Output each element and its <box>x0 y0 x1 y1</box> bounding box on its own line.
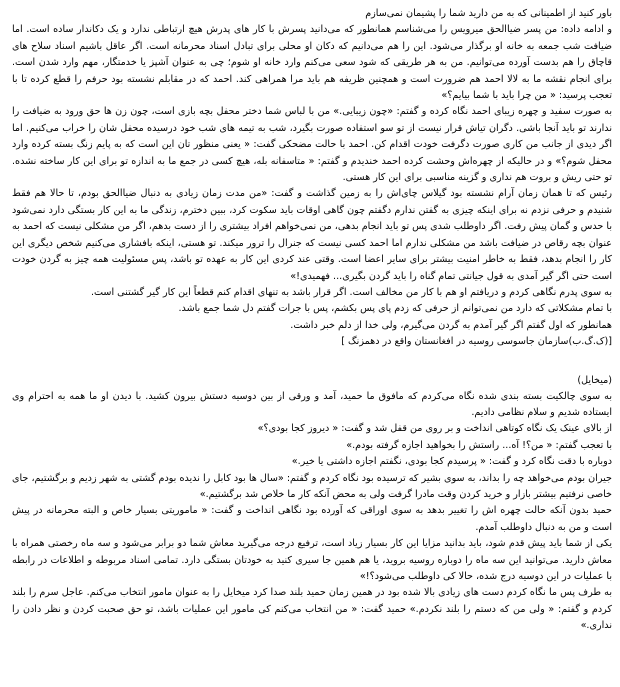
paragraph: به صورت سفید و چهره زیبای احمد نگاه کرده و گفتم: «چون زیبایی.» من با لباس شما دختر محفل بچه بازی است، چون زن ها حق ورود به ضیافت را ندارند تو باید آنجا باشی. دگران تیاش قرار نیست از تو سو استفاده صورت بگیرد، شب به تیمه های شب خود درسیده محفل شان را خراب می‌کنیم. اما اگر دیدی از جانب من کاری صورت دگرفت خودت اقدام کن. احمد با حالت مضحکی گفت: « یعنی منظور تان این است که به پایم زنگ بسته کرده وارد محفل شوم؟» و در حالیکه از چهره‌اش وحشت کرده احمد خندیدم و گفتم: « متاسفانه بله، هیچ کسی در جمع ما به اندازه تو برای این کار ساخته نشده. تو حتی ریش و بروت هم نداری و گزینه مناسبی برای این کار هستی. <box>12 106 612 184</box>
paragraph: به سوی چالکیت بسته بندی شده نگاه می‌کردم که مافوق ما حمید، آمد و ورقی از بین دوسیه دستش بیرون کشید. با دیدن او ما همه به احترام وی ایستاده شدیم و سلام نظامی دادیم. <box>12 390 612 418</box>
paragraph: با تعجب گفتم: « من؟! آه... راستش را بخواهید اجازه گرفته بودم.» <box>346 439 612 451</box>
paragraph: حمید بدون آنکه حالت چهره اش را تغییر بدهد به سوی اوراقی که آورده بود نگاهی انداخت و گفت: « ماموریتی بسیار خاص و البته محرمانه در پیش است و من به دنبال داوطلب آمدم. <box>12 505 612 533</box>
paragraph: جیران بودم می‌خواهد چه را بداند، به سوی بشیر که ترسیده بود نگاه کردم و گفتم: «سال ها بود کابل را ندیده بودم گشتی به شهر زدیم و برگشتیم، جای خاصی نرفتیم بیشتر بازار و خرید کردن وقت مادرا گرفت ولی به محض آنکه کار ما خلاص شد برگشتیم.» <box>12 472 612 500</box>
closing-bracket-line: [(ک.گ.ب)سازمان جاسوسی روسیه در افغانستان واقع در دهمزنگ ] <box>341 336 612 348</box>
paragraph: دوباره با دقت نگاه کرد و گفت: « پرسیدم کجا بودی، نگفتم اجازه داشتی یا خیر.» <box>291 456 612 468</box>
story-section-1 <box>12 6 612 351</box>
paragraph: همانطور که اول گفتم اگر گیر آمدم به گردن می‌گیرم، ولی خدا از دلم خبر داشت. <box>290 319 612 331</box>
story-section-2 <box>12 389 612 635</box>
paragraph: به سوی پدرم نگاهی کردم و دریافتم او هم با کار من مخالف است. اگر قرار باشد به تنهای اقدام کنم قطعاً این کار گیر گشتنی است. <box>90 286 612 298</box>
paragraph: باور کنید از اطمینانی که به من دارید شما را پشیمان نمی‌سازم <box>365 8 612 19</box>
paragraph: از بالای عینک یک نگاه کوتاهی انداخت و بر روی من قفل شد و گفت: « دیروز کجا بودی؟» <box>257 423 612 435</box>
paragraph: رئیس که تا همان زمان آرام نشسته بود گیلاس چای‌اش را به زمین گذاشت و گفت: «من مدت زمان زیادی به دنبال ضیاالحق بودم، تا حالا هم فقط شنیدم و حرفی نزدم نه برای اینکه چیزی به گفتن ندارم دگفتم چون گاهی اوقات باید سکوت کرد، ببین دخترم، زندگی ما به این کار بستگی دارد نمی‌شود با حدس و گمان پیش رفت. اگر داوطلب شدی پس تو باید انجام بدهی، من نمی‌خواهم افراد بیشتری را از دست بدهم، اگر من مشکلی نیست که احمد به عنوان بچه رقاص در ضیافت باشد من مشکلی ندارم اما احمد کسی نیست که جنرال را ترور میکند. تو هستی، اینکه بافشاری می‌کنیم شخص دیگری این کار را انجام بدهد، فقط به خاطر امنیت بیشتر برای سایر اعضا است. وقتی عند کردی این کار به عهده تو باشد، پس مسئولیت همه چیز به گردن خودت است حتی اگر گیر آمدی به قول جیانتی تمام گناه را باید گردن بگیری... فهمیدی!» <box>12 188 612 282</box>
paragraph: با تمام مشکلاتی که دارد من نمی‌توانم از حرفی که زدم پای پس بکشم، پس با جرات گفتم دل شما جمع باشد. <box>178 303 612 315</box>
paragraph: به طرف پس ما نگاه کردم دست های زیادی بالا شده بود در همین زمان حمید بلند صدا کرد میخایل را به عنوان مامور انتخاب می‌کنم. عاجل سرم را بلند کردم و گفتم: « ولی من که دستم را بلند نکردم.» حمید گفت: « من انتخاب می‌کنم کی مامور این عملیات باشد، تو حق صحبت کردن و نظر دادن را نداری.» <box>12 587 612 632</box>
narrator-heading: (میخایل) <box>577 374 612 386</box>
paragraph: و ادامه داده: من پسر ضیاالحق میرویس را می‌شناسم همانطور که می‌دانید پسرش با کار های پدرش هیچ ارتباطی ندارد و یک دکاندار ساده است. اما ضیافت شب جمعه به خانه او برگذار می‌شود. این را هم می‌دانیم که دکان او محلی برای تبادل اسناد محرمانه است. اگر عاقل باشیم اسناد سلاح های قاچاق را هم بدست آورده می‌توانیم. من به هر طریقی که شود سعی می‌کنم وارد خانه او شوم؛ چی به عنوان آشپز یا خدمتگار، مهم وارد شدن است. برای انجام نقشه ما به لالا احمد هم ضرورت است و همچنین ظریفه هم باید مرا همراهی کند. احمد که در مقابلم نشسته بود حرفم را قطع کرده تا با تعجب پرسید: « من چرا باید با شما بیایم؟» <box>12 24 612 102</box>
paragraph: یکی از شما باید پیش قدم شود، باید بدانید مزایا این کار بسیار زیاد است، ترفیع درجه می‌گیرید معاش شما دو برابر می‌شود و سه ماه رخصتی همراه با معاش دارید. می‌توانید این سه ماه را دوباره روسیه بروید، یا هم همین جا سیری کنید به خودتان بستگی دارد. تمامی اسناد مربوطه و اطلاعات در رابطه با عملیات در این دوسیه درج شده، حالا کی داوطلب می‌شود؟!» <box>12 538 612 582</box>
